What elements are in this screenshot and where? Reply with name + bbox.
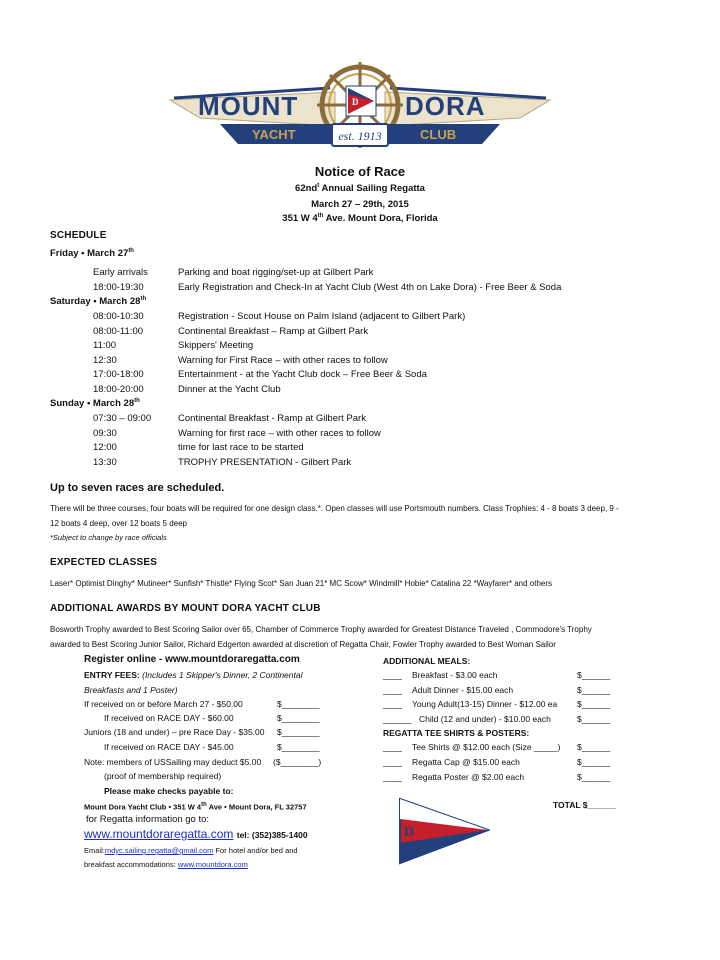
schedule-time: 09:30 <box>93 427 117 439</box>
schedule-time: 12:30 <box>93 354 117 366</box>
item-label: Regatta Cap @ $15.00 each <box>412 757 520 767</box>
schedule-time: 11:00 <box>93 340 117 352</box>
schedule-time: 12:00 <box>93 442 117 454</box>
schedule-description: Warning for first race – with other races to follow <box>178 427 381 439</box>
quantity-blank[interactable]: ____ <box>383 699 402 709</box>
quantity-blank[interactable]: ____ <box>383 757 402 767</box>
quantity-blank[interactable]: ____ <box>383 742 402 752</box>
classes-list: Laser* Optimist Dinghy* Mutineer* Sunfish* Thistle* Flying Scot* San Juan 21* MC Scow* Windmill* Hobie* Catalina 22 *Wayfarer* and others <box>50 579 553 588</box>
ussailing-deduct-blank[interactable]: ($________) <box>273 757 322 767</box>
svg-text:MOUNT: MOUNT <box>198 91 299 121</box>
accommodations-link[interactable]: www.mountdora.com <box>177 860 248 869</box>
total-line[interactable]: TOTAL $______ <box>553 800 616 810</box>
item-label: Breakfast - $3.00 each <box>412 670 498 680</box>
fee-race-day: If received on RACE DAY - $60.00 <box>104 713 234 723</box>
races-text-line2: 12 boats 4 deep, over 12 boats 5 deep <box>50 519 187 528</box>
fee-juniors-blank[interactable]: $________ <box>277 727 320 737</box>
schedule-time: 13:30 <box>93 456 117 468</box>
quantity-blank[interactable]: ____ <box>383 684 402 695</box>
register-heading: Register online - www.mountdoraregatta.com <box>84 654 300 665</box>
item-label: Regatta Poster @ $2.00 each <box>412 772 525 782</box>
email-link[interactable]: mdyc.sailing.regatta@gmail.com <box>104 846 214 855</box>
amount-blank[interactable]: $______ <box>577 684 611 695</box>
races-heading: Up to seven races are scheduled. <box>50 482 225 494</box>
schedule-description: Warning for First Race – with other races to follow <box>178 354 388 366</box>
fee-juniors-race-day: If received on RACE DAY - $45.00 <box>104 742 234 752</box>
schedule-description: Entertainment - at the Yacht Club dock – Free Beer & Soda <box>178 369 427 381</box>
ussailing-proof: (proof of membership required) <box>104 771 222 781</box>
schedule-description: Continental Breakfast – Ramp at Gilbert Park <box>178 325 369 337</box>
accommodations-line: breakfast accommodations: www.mountdora.com <box>84 860 248 869</box>
item-label: Child (12 and under) - $10.00 each <box>419 713 551 724</box>
item-label: Young Adult(13-15) Dinner - $12.00 ea <box>412 699 558 709</box>
schedule-time: Early arrivals <box>93 267 148 278</box>
amount-blank[interactable]: $______ <box>577 699 611 709</box>
schedule-time: 08:00-10:30 <box>93 311 144 322</box>
fee-early-blank[interactable]: $________ <box>277 699 320 709</box>
schedule-heading: SCHEDULE <box>50 230 107 241</box>
fee-race-day-blank[interactable]: $________ <box>277 713 320 723</box>
svg-text:est. 1913: est. 1913 <box>338 129 382 143</box>
classes-heading: EXPECTED CLASSES <box>50 557 158 568</box>
awards-heading: ADDITIONAL AWARDS BY MOUNT DORA YACHT CLUB <box>50 603 321 614</box>
telephone: tel: (352)385-1400 <box>236 830 308 840</box>
item-label: Adult Dinner - $15.00 each <box>412 684 514 695</box>
entry-fees-label: ENTRY FEES: (Includes 1 Skipper's Dinner, 2 Continental <box>84 670 303 680</box>
svg-text:D: D <box>404 825 415 840</box>
schedule-time: 18:00-20:00 <box>93 384 144 395</box>
fee-early: If received on or before March 27 - $50.00 <box>84 699 243 709</box>
svg-text:YACHT: YACHT <box>252 127 296 142</box>
regatta-website-link[interactable]: www.mountdoraregatta.com tel: (352)385-1400 <box>84 827 308 841</box>
fee-juniors: Juniors (18 and under) – pre Race Day - $35.00 <box>84 727 265 737</box>
friday-label: Friday • March 27th <box>50 248 134 260</box>
races-note: *Subject to change by race officials <box>50 533 167 542</box>
schedule-time: 17:00-18:00 <box>93 369 144 381</box>
schedule-time: 18:00-19:30 <box>93 282 144 293</box>
item-label: Tee Shirts @ $12.00 each (Size _____) <box>412 742 561 752</box>
page-title: Notice of Race <box>314 164 406 179</box>
fee-juniors-race-day-blank[interactable]: $________ <box>277 742 320 752</box>
mount-dora-yacht-club-logo <box>160 60 560 160</box>
meals-heading: ADDITIONAL MEALS: <box>383 656 471 666</box>
quantity-blank[interactable]: ____ <box>383 772 402 782</box>
regatta-address: 351 W 4th Ave. Mount Dora, Florida <box>282 213 438 225</box>
checks-payable: Please make checks payable to: <box>104 786 234 796</box>
awards-line1: Bosworth Trophy awarded to Best Scoring Sailor over 65, Chamber of Commerce Trophy awarded for Greatest Distance Traveled , Commodore's Trophy <box>50 625 592 634</box>
schedule-description: Parking and boat rigging/set-up at Gilbert Park <box>178 267 374 278</box>
sunday-label: Sunday • March 28th <box>50 398 140 410</box>
quantity-blank[interactable]: ____ <box>383 670 402 680</box>
schedule-time: 07:30 – 09:00 <box>93 413 152 424</box>
amount-blank[interactable]: $______ <box>577 742 611 752</box>
entry-fees-note: Breakfasts and 1 Poster) <box>84 685 178 695</box>
schedule-description: time for last race to be started <box>178 442 304 454</box>
schedule-description: Registration - Scout House on Palm Island (adjacent to Gilbert Park) <box>178 311 466 322</box>
regatta-info-label: for Regatta information go to: <box>86 814 210 825</box>
schedule-description: Dinner at the Yacht Club <box>178 384 281 395</box>
saturday-label: Saturday • March 28th <box>50 296 147 308</box>
races-text-line1: There will be three courses, four boats will be required for one design class.*. Open classes will use Portsmouth numbers. Class Trophies: 4 - 8 boats 3 deep, 9 - <box>50 504 619 513</box>
regatta-dates: March 27 – 29th, 2015 <box>311 199 409 210</box>
quantity-blank[interactable]: ______ <box>383 713 412 724</box>
amount-blank[interactable]: $______ <box>577 713 611 724</box>
schedule-time: 08:00-11:00 <box>93 325 144 337</box>
amount-blank[interactable]: $______ <box>577 757 611 767</box>
svg-text:CLUB: CLUB <box>420 127 457 142</box>
svg-text:D: D <box>352 97 359 107</box>
amount-blank[interactable]: $______ <box>577 772 611 782</box>
burgee-flag-icon <box>398 797 490 867</box>
ussailing-note: Note: members of USSailing may deduct $5.00 <box>84 757 262 767</box>
schedule-description: Early Registration and Check-In at Yacht Club (West 4th on Lake Dora) - Free Beer & Soda <box>178 282 562 293</box>
pennant-flag-icon <box>346 86 376 116</box>
schedule-description: TROPHY PRESENTATION - Gilbert Park <box>178 456 352 468</box>
tee-heading: REGATTA TEE SHIRTS & POSTERS: <box>383 728 530 738</box>
svg-text:DORA: DORA <box>405 91 486 121</box>
email-line: Email:mdyc.sailing.regatta@gmail.com For hotel and/or bed and <box>84 846 298 855</box>
amount-blank[interactable]: $______ <box>577 670 611 680</box>
schedule-description: Continental Breakfast - Ramp at Gilbert Park <box>178 413 366 424</box>
schedule-description: Skippers' Meeting <box>178 340 254 352</box>
awards-line2: awarded to Best Scoring Junior Sailor, Richard Edgerton awarded at discretion of Regatta Chair, Fowler Trophy awarded to Best Woman Sailor <box>50 640 556 649</box>
club-address: Mount Dora Yacht Club • 351 W 4th Ave • Mount Dora, FL 32757 <box>84 802 307 812</box>
regatta-subtitle: $62nd^t$ Annual Sailing Regatta <box>295 183 425 195</box>
